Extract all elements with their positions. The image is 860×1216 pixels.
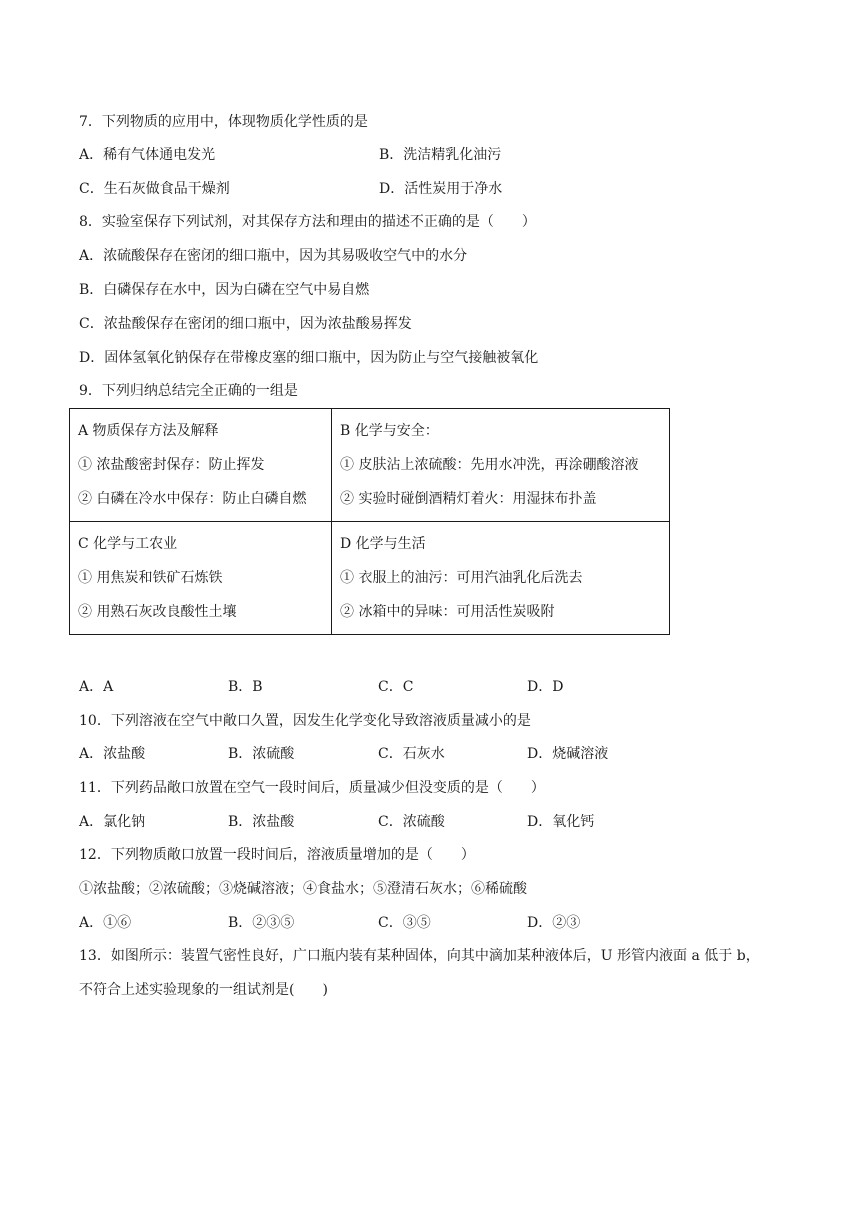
question-9-stem: 9．下列归纳总结完全正确的一组是 (79, 383, 298, 399)
q11-option-c: C．浓硫酸 (378, 814, 445, 830)
question-12-list: ①浓盐酸；②浓硫酸；③烧碱溶液；④食盐水；⑤澄清石灰水；⑥稀硫酸 (79, 881, 527, 897)
q11-option-d: D．氧化钙 (527, 814, 595, 830)
cell-d-item-1: ① 衣服上的油污：可用汽油乳化后洗去 (340, 570, 583, 586)
q8-option-c: C．浓盐酸保存在密闭的细口瓶中，因为浓盐酸易挥发 (79, 316, 412, 332)
cell-a-title: A 物质保存方法及解释 (78, 423, 219, 439)
question-10-stem: 10．下列溶液在空气中敞口久置，因发生化学变化导致溶液质量减小的是 (79, 713, 531, 729)
table-cell-d (332, 522, 670, 635)
cell-b-title: B 化学与安全： (340, 423, 439, 439)
table-cell-c (70, 522, 332, 635)
q9-option-d: D．D (527, 679, 564, 695)
cell-b-item-1: ① 皮肤沾上浓硫酸：先用水冲洗，再涂硼酸溶液 (340, 457, 639, 473)
q8-option-a: A．浓硫酸保存在密闭的细口瓶中，因为其易吸收空气中的水分 (79, 248, 468, 264)
q12-option-d: D．②③ (527, 915, 581, 931)
cell-c-title: C 化学与工农业 (78, 536, 178, 552)
q9-option-b: B．B (228, 679, 263, 695)
question-7-stem: 7．下列物质的应用中，体现物质化学性质的是 (79, 114, 368, 130)
q8-option-d: D．固体氢氧化钠保存在带橡皮塞的细口瓶中，因为防止与空气接触被氧化 (79, 350, 539, 366)
cell-a-item-1: ① 浓盐酸密封保存：防止挥发 (78, 457, 265, 473)
q7-option-d: D．活性炭用于净水 (379, 181, 503, 197)
summary-table (69, 408, 670, 635)
q9-option-a: A．A (79, 679, 114, 695)
question-13-stem-line-2: 不符合上述实验现象的一组试剂是( ) (79, 982, 328, 998)
table-cell-a (70, 409, 332, 522)
q10-option-b: B．浓硫酸 (228, 746, 295, 762)
cell-b-item-2: ② 实验时碰倒酒精灯着火：用湿抹布扑盖 (340, 491, 597, 507)
q10-option-c: C．石灰水 (378, 746, 445, 762)
question-11-stem: 11．下列药品敞口放置在空气一段时间后，质量减少但没变质的是（ ） (79, 780, 545, 796)
question-8-stem: 8．实验室保存下列试剂，对其保存方法和理由的描述不正确的是（ ） (79, 214, 536, 230)
q12-option-b: B．②③⑤ (228, 915, 295, 931)
q8-option-b: B．白磷保存在水中，因为白磷在空气中易自燃 (79, 282, 370, 298)
cell-a-item-2: ② 白磷在冷水中保存：防止白磷自燃 (78, 491, 307, 507)
q7-option-a: A．稀有气体通电发光 (79, 147, 216, 163)
q11-option-a: A．氯化钠 (79, 814, 146, 830)
q9-option-c: C．C (378, 679, 414, 695)
question-13-stem-line-1: 13．如图所示：装置气密性良好，广口瓶内装有某种固体，向其中滴加某种液体后，U 形管内液面 a 低于 b， (79, 948, 760, 964)
table-cell-b (332, 409, 670, 522)
q11-option-b: B．浓盐酸 (228, 814, 295, 830)
cell-c-item-2: ② 用熟石灰改良酸性土壤 (78, 604, 237, 620)
q10-option-a: A．浓盐酸 (79, 746, 146, 762)
cell-c-item-1: ① 用焦炭和铁矿石炼铁 (78, 570, 223, 586)
cell-d-item-2: ② 冰箱中的异味：可用活性炭吸附 (340, 604, 555, 620)
q7-option-c: C．生石灰做食品干燥剂 (79, 181, 230, 197)
q12-option-a: A．①⑥ (79, 915, 132, 931)
cell-d-title: D 化学与生活 (340, 536, 426, 552)
q7-option-b: B．洗洁精乳化油污 (379, 147, 502, 163)
q12-option-c: C．③⑤ (378, 915, 431, 931)
q10-option-d: D．烧碱溶液 (527, 746, 609, 762)
question-12-stem: 12．下列物质敞口放置一段时间后，溶液质量增加的是（ ） (79, 847, 475, 863)
